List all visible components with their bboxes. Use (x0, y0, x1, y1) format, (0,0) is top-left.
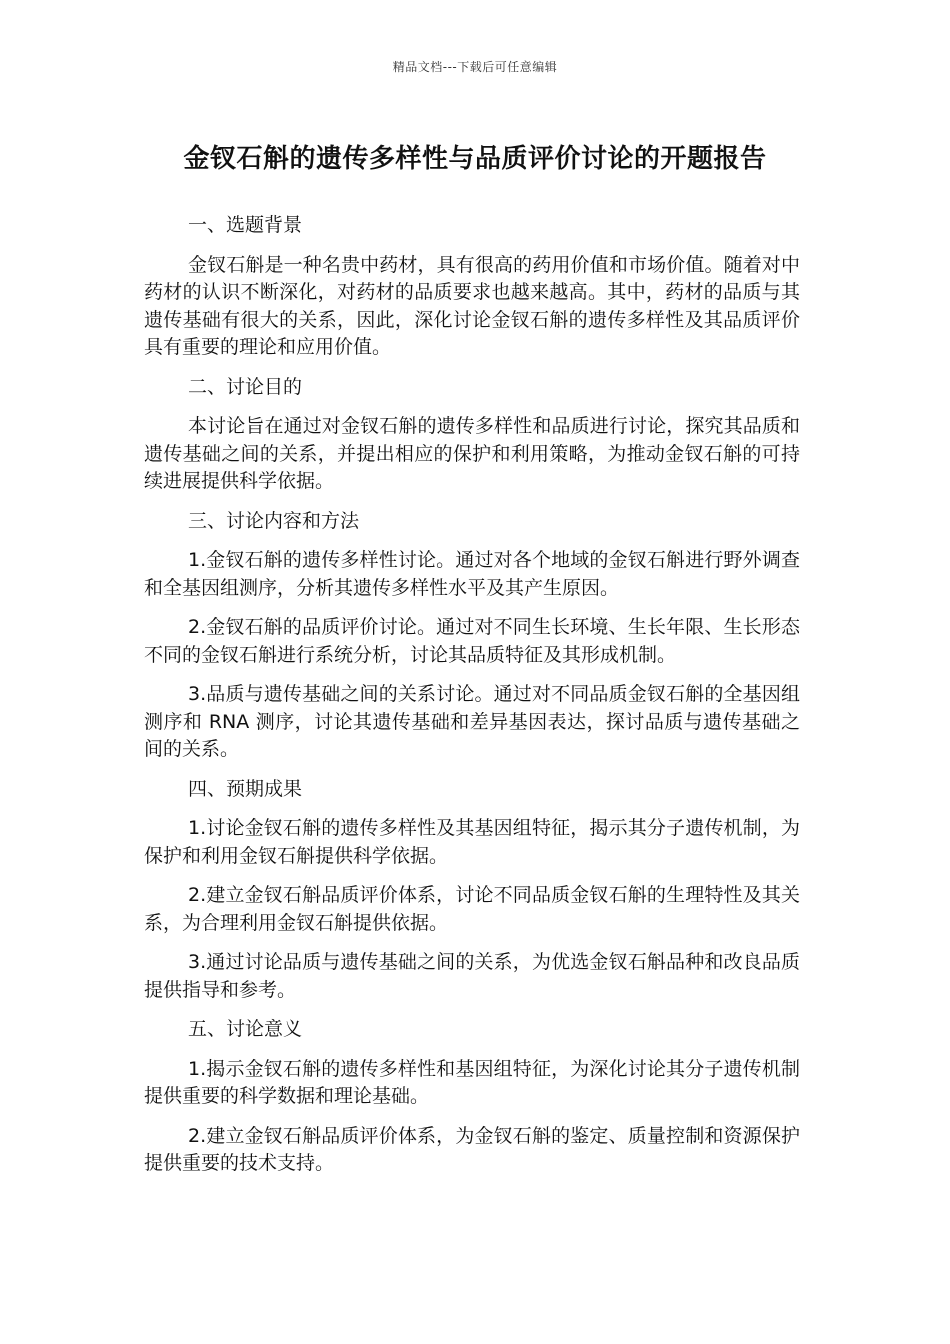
section-heading: 五、讨论意义 (188, 1018, 303, 1040)
paragraph: 2.建立金钗石斛品质评价体系，讨论不同品质金钗石斛的生理特性及其关系，为合理利用金钗石斛提供依据。 (144, 884, 800, 934)
page-header: 精品文档---下载后可任意编辑 (392, 60, 558, 74)
section-heading: 四、预期成果 (188, 777, 303, 800)
section-heading: 一、选题背景 (188, 214, 303, 236)
document-body (144, 212, 800, 1190)
paragraph: 2.金钗石斛的品质评价讨论。通过对不同生长环境、生长年限、生长形态不同的金钗石斛进行系统分析，讨论其品质特征及其形成机制。 (144, 616, 800, 666)
section-background (144, 212, 800, 362)
paragraph: 1.金钗石斛的遗传多样性讨论。通过对各个地域的金钗石斛进行野外调查和全基因组测序，分析其遗传多样性水平及其产生原因。 (144, 549, 800, 599)
paragraph: 1.揭示金钗石斛的遗传多样性和基因组特征，为深化讨论其分子遗传机制提供重要的科学数据和理论基础。 (144, 1057, 800, 1107)
section-heading: 二、讨论目的 (188, 375, 303, 398)
section-expected-results (144, 776, 800, 1005)
section-content-methods (144, 508, 800, 764)
paragraph: 本讨论旨在通过对金钗石斛的遗传多样性和品质进行讨论，探究其品质和遗传基础之间的关系，并提出相应的保护和利用策略，为推动金钗石斛的可持续进展提供科学依据。 (144, 415, 800, 492)
paragraph: 3.品质与遗传基础之间的关系讨论。通过对不同品质金钗石斛的全基因组测序和 RNA 测序，讨论其遗传基础和差异基因表达，探讨品质与遗传基础之间的关系。 (144, 683, 800, 760)
paragraph: 2.建立金钗石斛品质评价体系，为金钗石斛的鉴定、质量控制和资源保护提供重要的技术支持。 (144, 1124, 800, 1174)
document-title: 金钗石斛的遗传多样性与品质评价讨论的开题报告 (183, 144, 767, 174)
section-heading: 三、讨论内容和方法 (188, 509, 360, 532)
paragraph: 1.讨论金钗石斛的遗传多样性及其基因组特征，揭示其分子遗传机制，为保护和利用金钗石斛提供科学依据。 (144, 817, 800, 867)
section-objective (144, 374, 800, 496)
section-significance (144, 1016, 800, 1178)
paragraph: 3.通过讨论品质与遗传基础之间的关系，为优选金钗石斛品种和改良品质提供指导和参考。 (144, 951, 800, 1001)
paragraph: 金钗石斛是一种名贵中药材，具有很高的药用价值和市场价值。随着对中药材的认识不断深化，对药材的品质要求也越来越高。其中，药材的品质与其遗传基础有很大的关系，因此，深化讨论金钗石斛的遗传多样性及其品质评价具有重要的理论和应用价值。 (144, 253, 800, 358)
